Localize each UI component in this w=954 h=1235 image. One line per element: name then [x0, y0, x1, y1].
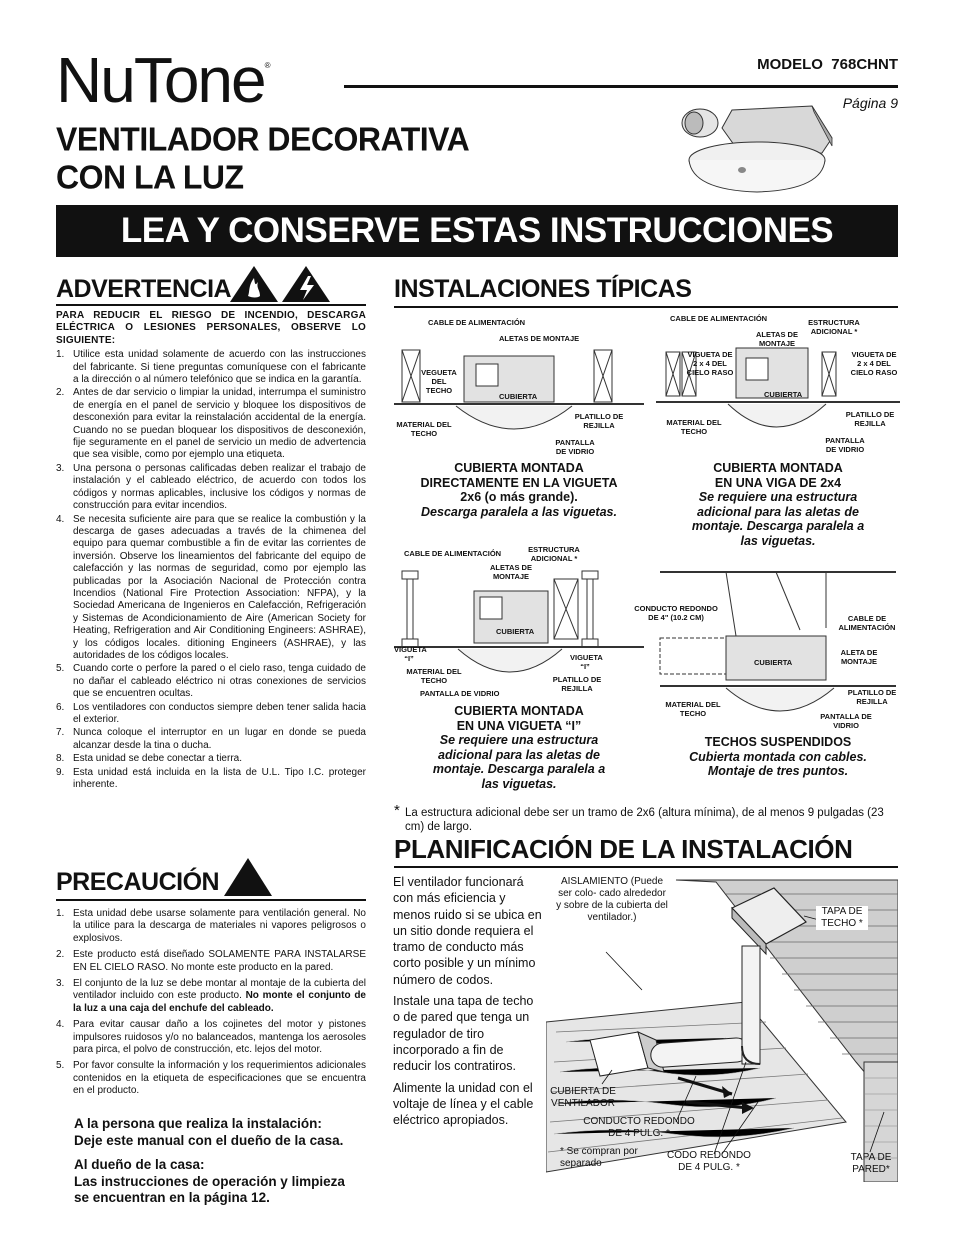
label-mounting-fins: ALETAS DE MONTAJE — [490, 563, 532, 581]
list-item: 8. Esta unidad se debe conectar a tierra. — [56, 753, 242, 765]
owner-line-3: se encuentran en la página 12. — [74, 1190, 270, 1205]
list-item: 6. Los ventiladores con conductos siempre deben tener salida hacia el exterior. — [56, 701, 366, 725]
figure-joist-2x6 — [394, 312, 644, 462]
planning-text — [393, 874, 543, 1128]
electric-hazard-icon — [282, 266, 330, 302]
label-ceiling-material: MATERIAL DEL TECHO — [406, 667, 462, 685]
label-housing: CUBIERTA — [499, 392, 538, 401]
title-line-2: CON LA LUZ — [56, 158, 244, 196]
figure-i-joist — [394, 545, 644, 700]
warning-heading: ADVERTENCIA — [56, 275, 232, 303]
label-ceiling-joist: VEGUETA DEL TECHO — [421, 368, 457, 395]
label-insulation: AISLAMIENTO (Puede ser colo- cado alrededor y sobre de la cubierta del ventilador.) — [556, 876, 668, 923]
label-grille-plate: PLATILLO DE REJILLA — [574, 412, 624, 430]
footnote-star: * — [394, 802, 400, 819]
label-glass-shade: PANTALLA DE VIDRIO — [420, 689, 500, 698]
list-item: 2. Este producto está diseñado SOLAMENTE PARA INSTALARSE EN EL CIELO RASO. No monte este producto en la pared. — [56, 949, 366, 973]
list-item: 3. Una persona o personas calificadas deben realizar el trabajo de instalación y el cableado eléctrico, de acuerdo con todos los códigos y normas aplicables, inclusive los códigos y normas de construcción para evitar incendios. — [56, 462, 366, 512]
typical-heading: INSTALACIONES TÍPICAS — [394, 275, 692, 303]
planning-rule — [394, 866, 898, 868]
label-fan-housing: CUBIERTA DE VENTILADOR — [550, 1086, 616, 1109]
warning-rule — [56, 304, 366, 306]
owner-note — [74, 1157, 345, 1207]
caution-icon — [222, 856, 274, 898]
label-housing: CUBIERTA — [754, 658, 793, 667]
registered-mark: ® — [264, 61, 269, 70]
label-i-joist-right: VIGUETA “I” — [570, 653, 603, 671]
figure-beam-2x4 — [656, 312, 900, 457]
label-power-cable: CABLE DE ALIMENTACIÓN — [838, 614, 896, 632]
banner-read-keep: LEA Y CONSERVE ESTAS INSTRUCCIONES — [56, 205, 898, 257]
caption-fig1: CUBIERTA MONTADA DIRECTAMENTE EN LA VIGUETA 2x6 (o más grande). Descarga paralela a las viguetas. — [420, 461, 618, 519]
brand-name: NuTone — [56, 44, 265, 116]
label-glass-shade: PANTALLA DE VIDRIO — [825, 436, 865, 454]
title-line-1: VENTILADOR DECORATIVA — [56, 120, 470, 158]
label-wall-cap: TAPA DE PARED* — [850, 1152, 892, 1175]
brand-logo — [56, 44, 269, 116]
label-power-cable: CABLE DE ALIMENTACIÓN — [428, 318, 526, 327]
planning-heading: PLANIFICACIÓN DE LA INSTALACIÓN — [394, 834, 853, 864]
header-rule — [344, 85, 898, 88]
label-grille-plate: PLATILLO DE REJILLA — [847, 688, 897, 706]
installer-line-1: A la persona que realiza la instalación: — [74, 1116, 322, 1131]
label-ceiling-joist-right: VIGUETA DE 2 x 4 DEL CIELO RASO — [850, 350, 898, 377]
figure-suspended-ceiling — [630, 570, 900, 730]
typical-rule — [394, 306, 898, 308]
warning-icons — [228, 264, 332, 304]
label-ceiling-material: MATERIAL DEL TECHO — [396, 420, 452, 438]
footnote — [394, 802, 902, 834]
label-ceiling-material: MATERIAL DEL TECHO — [666, 418, 722, 436]
label-sold-separately: * Se compran por separado — [560, 1146, 638, 1169]
label-housing: CUBIERTA — [496, 627, 535, 636]
label-round-duct: CONDUCTO REDONDO DE 4 PULG. * — [583, 1116, 695, 1139]
planning-paragraph-3: Alimente la unidad con el voltaje de línea y el cable eléctrico apropiados. — [393, 1080, 534, 1128]
label-ceiling-joist-left: VIGUETA DE 2 x 4 DEL CIELO RASO — [686, 350, 734, 377]
footnote-text: La estructura adicional debe ser un tramo de 2x6 (altura mínima), de al menos 9 pulgadas (23 cm) de largo. — [405, 807, 884, 833]
installer-note — [74, 1115, 343, 1149]
list-item: 3. El conjunto de la luz se debe montar al montaje de la cubierta del ventilador incluido con este producto. No monte el conjunto de la luz a una caja del enchufe del cableado. — [56, 978, 366, 1014]
warning-section — [56, 310, 366, 792]
label-roof-cap: TAPA DE TECHO * — [816, 906, 868, 930]
list-item: 1. Utilice esta unidad solamente de acuerdo con las instrucciones del fabricante. Si tiene preguntas comuníquese con el fabricante a la dirección o al número telefónico que se indica en la garantía. — [56, 349, 366, 386]
label-ceiling-material: MATERIAL DEL TECHO — [665, 700, 721, 718]
label-mounting-fins: ALETAS DE MONTAJE — [499, 334, 580, 343]
planning-paragraph-1: El ventilador funcionará con más eficiencia y menos ruido si se ubica en un sitio donde requiera el tramo de conducto más corto posible y un mínimo número de codos. — [393, 875, 542, 987]
caption-fig3: CUBIERTA MONTADA EN UNA VIGUETA “I” Se requiere una estructura adicional para las aletas de montaje. Descarga paralela a las viguetas. — [432, 704, 606, 791]
caption-fig2: CUBIERTA MONTADA EN UNA VIGA DE 2x4 Se requiere una estructura adicional para las aletas de montaje. Descarga paralela a las viguetas. — [691, 461, 865, 548]
label-power-cable: CABLE DE ALIMENTACIÓN — [404, 549, 502, 558]
planning-paragraph-2: Instale una tapa de techo o de pared que tenga un regulador de tiro incorporado a fin de reducir los contratiros. — [393, 994, 534, 1074]
installer-line-2: Deje este manual con el dueño de la casa. — [74, 1133, 344, 1148]
caution-rule — [56, 899, 366, 901]
list-item: 5. Por favor consulte la información y los requerimientos adicionales contenidos en la etiqueta de especificaciones que se encuentra en el producto. — [56, 1060, 366, 1097]
list-item: 9. Esta unidad está incluida en la lista de U.L. Tipo I.C. proteger inherente. — [56, 766, 366, 791]
label-mounting-fin: ALETA DE MONTAJE — [840, 648, 878, 666]
caution-section — [56, 908, 366, 1099]
list-item: 1. Esta unidad debe usarse solamente para ventilación general. No la utilice para la descarga de materiales ni vapores peligrosos o explosivos. — [56, 908, 366, 944]
label-power-cable: CABLE DE ALIMENTACIÓN — [670, 314, 768, 323]
list-item: 7. Nunca coloque el interruptor en un lugar en donde se pueda alcanzar desde la tina o ducha. — [56, 727, 366, 751]
page-number: Página 9 — [842, 95, 898, 111]
label-grille-plate: PLATILLO DE REJILLA — [552, 675, 602, 693]
label-grille-plate: PLATILLO DE REJILLA — [845, 410, 895, 428]
list-item: 4. Se necesita suficiente aire para que se realice la combustión y la descarga de gases adecuadas a través de la chimenea del equipo para quemar combustible a fin de evitar las corrientes de inversión. Observe los lineamientos del fabricante del equipo de calefacción y las normas de seguridad, como por ejemplo las publicadas por la Asociación Nacional de Protección contra Incendios (National Fire Protection Association: NFPA), y la Sociedad Americana de Ingenieros en Calefacción, Refrigeración y Sistemas de Acondicionamiento de Aire (American Society for Heating, Refrigeration and Air Conditioning Engineers: ASHRAE), y los códigos locales. ditioning Engineers (ASHRAE), y las autoridades de los códigos locales. — [56, 513, 366, 661]
label-round-duct: CONDUCTO REDONDO DE 4" (10.2 CM) — [634, 604, 718, 622]
caution-list — [56, 908, 366, 1098]
label-i-joist-left: VIGUETA “I” — [394, 645, 427, 663]
product-image — [672, 98, 842, 198]
caption-fig4: TECHOS SUSPENDIDOS Cubierta montada con cables. Montaje de tres puntos. — [689, 735, 867, 778]
label-additional-structure: ESTRUCTURA ADICIONAL * — [528, 545, 580, 563]
fire-hazard-icon — [230, 266, 278, 302]
product-title — [56, 120, 469, 196]
label-additional-structure: ESTRUCTURA ADICIONAL * — [808, 318, 860, 336]
label-glass-shade: PANTALLA DE VIDRIO — [820, 712, 872, 730]
owner-line-1: Al dueño de la casa: — [74, 1157, 205, 1172]
list-item: 4. Para evitar causar daño a los cojinetes del motor y pistones impulsores ruidosos y/o no balanceados, mantenga los aerosoles para pirca, el polvo de construcción, etc. lejos del motor. — [56, 1019, 366, 1056]
label-round-elbow: CODO REDONDO DE 4 PULG. * — [667, 1150, 751, 1173]
label-mounting-fins: ALETAS DE MONTAJE — [756, 330, 798, 348]
model-number: MODELO 768CHNT — [757, 56, 898, 73]
warning-intro: PARA REDUCIR EL RIESGO DE INCENDIO, DESCARGA ELÉCTRICA O LESIONES PERSONALES, OBSERVE LO SIGUIENTE: — [56, 310, 366, 346]
label-housing: CUBIERTA — [764, 390, 803, 399]
label-glass-shade: PANTALLA DE VIDRIO — [555, 438, 595, 456]
list-item: 5. Cuando corte o perfore la pared o el cielo raso, tenga cuidado de no dañar el cableado eléctrico ni otras conexiones de servicios que se encuentren ocultas. — [56, 663, 366, 700]
warning-list — [56, 349, 366, 791]
figure-attic-installation — [546, 872, 898, 1182]
list-item: 2. Antes de dar servicio o limpiar la unidad, interrumpa el suministro de energía en el panel de servicio y bloquee los dispositivos de desconexión para evitar la reinstalación accidental de la energía. Cuando no se puedan bloquear los dispositivos de desconexión, fije seguramente en el panel de servicio un medio de advertencia que sea visible, como por ejemplo una etiqueta. — [56, 387, 366, 461]
caution-heading: PRECAUCIÓN — [56, 868, 220, 896]
owner-line-2: Las instrucciones de operación y limpieza — [74, 1173, 345, 1189]
